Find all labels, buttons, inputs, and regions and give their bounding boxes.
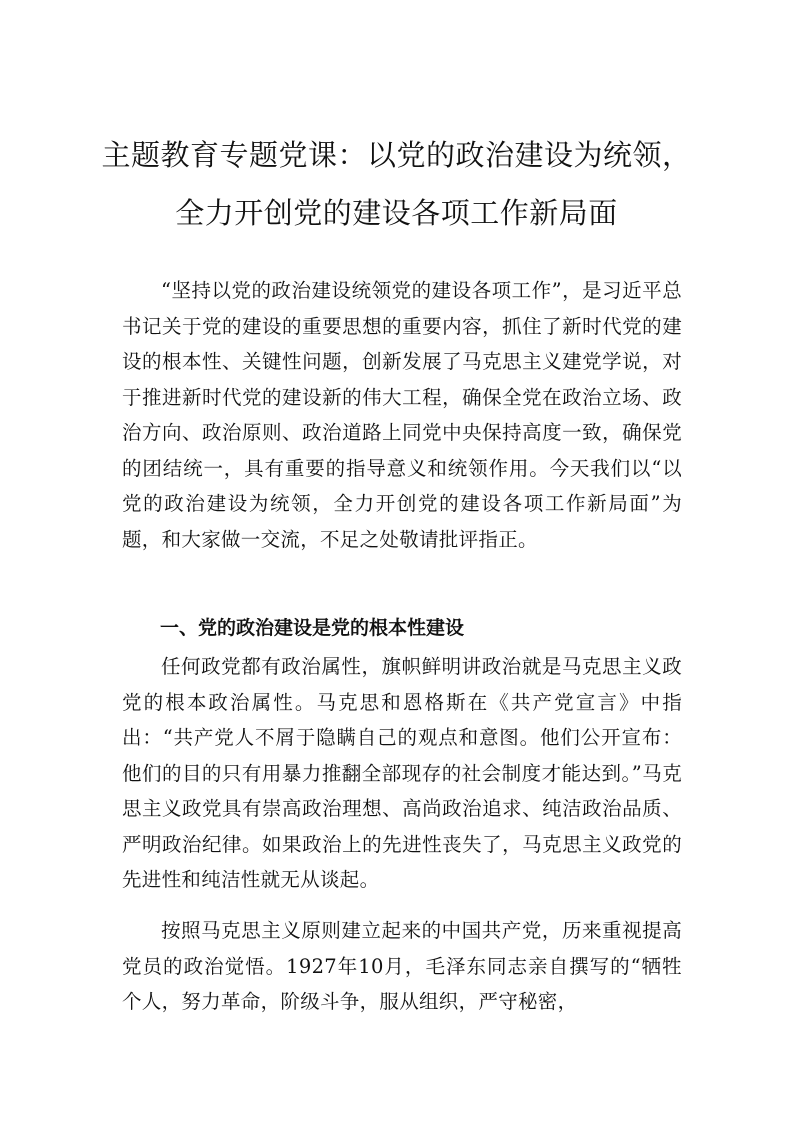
intro-paragraph: “坚持以党的政治建设统领党的建设各项工作”，是习近平总书记关于党的建设的重要思想的重要内容，抓住了新时代党的建设的根本性、关键性问题，创新发展了马克思主义建党学说，对于推进新时代党的建设新的伟大工程，确保全党在政治立场、政治方向、政治原则、政治道路上同党中央保持高度一致，确保党的团结统一，具有重要的指导意义和统领作用。今天我们以“以党的政治建设为统领，全力开创党的建设各项工作新局面”为题，和大家做一交流，不足之处敬请批评指正。 bbox=[122, 279, 682, 551]
intro-paragraph-block bbox=[122, 273, 682, 557]
document-title-line-2: 全力开创党的建设各项工作新局面 bbox=[175, 196, 618, 230]
paragraph-3: 按照马克思主义原则建立起来的中国共产党，历来重视提高党员的政治觉悟。1927年10月，毛泽东同志亲自撰写的“牺牲个人，努力革命，阶级斗争，服从组织，严守秘密， bbox=[122, 919, 682, 1013]
document-title-line-1: 主题教育专题党课：以党的政治建设为统领， bbox=[101, 138, 692, 172]
paragraph-2: 任何政党都有政治属性，旗帜鲜明讲政治就是马克思主义政党的根本政治属性。马克思和恩格斯在《共产党宣言》中指出：“共产党人不屑于隐瞒自己的观点和意图。他们公开宣布：他们的目的只有用暴力推翻全部现存的社会制度才能达到。”马克思主义政党具有崇高政治理想、高尚政治追求、纯洁政治品质、严明政治纪律。如果政治上的先进性丧失了，马克思主义政党的先进性和纯洁性就无从谈起。 bbox=[122, 655, 682, 891]
paragraph-block-2 bbox=[122, 649, 682, 898]
paragraph-block-3 bbox=[122, 913, 682, 1020]
section-heading-1: 一、党的政治建设是党的根本性建设 bbox=[160, 617, 465, 639]
